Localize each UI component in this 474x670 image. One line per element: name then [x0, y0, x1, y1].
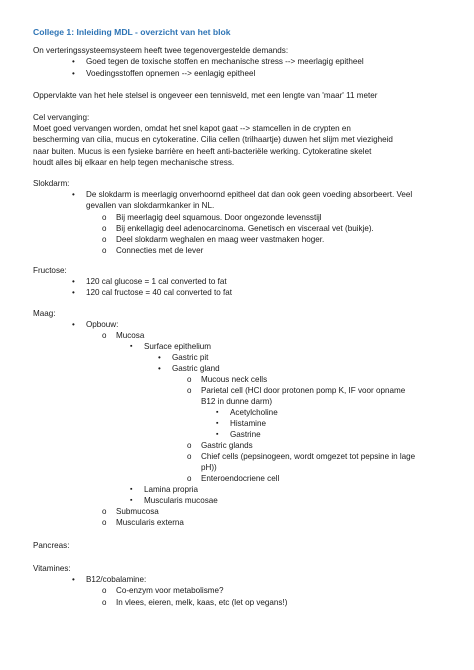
- surface-paragraph: Oppervlakte van het hele stelsel is ongeveer een tennisveld, met een lengte van 'maar' 11 meter: [33, 91, 378, 100]
- bullet-square: ▪: [130, 486, 133, 493]
- list-item: Chief cells (pepsinogeen, wordt omgezet tot pepsine in lage: [201, 452, 416, 461]
- bullet-circle: o: [102, 246, 107, 255]
- list-item: Bij meerlagig deel squamous. Door ongezonde levensstijl: [116, 213, 322, 222]
- section-heading: Vitamines:: [33, 564, 71, 573]
- bullet-circle: o: [102, 235, 107, 244]
- list-item: Submucosa: [116, 507, 159, 516]
- list-item: Gastric glands: [201, 441, 253, 450]
- list-item: B12/cobalamine:: [86, 575, 147, 584]
- bullet-disc: •: [72, 277, 75, 286]
- list-item: Histamine: [230, 419, 266, 428]
- bullet-circle: o: [102, 331, 107, 340]
- list-item: Lamina propria: [144, 485, 198, 494]
- list-item: Co-enzym voor metabolisme?: [116, 586, 224, 595]
- section-heading: Fructose:: [33, 266, 67, 275]
- list-item: Voedingsstoffen opnemen --> eenlagig epitheel: [86, 69, 256, 78]
- bullet-circle: o: [187, 441, 192, 450]
- paragraph-line: bescherming van cilia, mucus en cytokeratine. Cilia cellen (trilhaartje) duwen het slijm met viezigheid: [33, 135, 393, 144]
- paragraph-line: houdt alles bij elkaar en help tegen mechanische stress.: [33, 158, 235, 167]
- list-item: Goed tegen de toxische stoffen en mechanische stress --> meerlagig epitheel: [86, 57, 364, 66]
- list-item: Mucous neck cells: [201, 375, 268, 384]
- list-item: Parietal cell (HCl door protonen pomp K, IF voor opname: [201, 386, 406, 395]
- section-heading: Pancreas:: [33, 541, 70, 550]
- list-item: Acetylcholine: [230, 408, 278, 417]
- bullet-disc: •: [72, 320, 75, 329]
- list-item-continuation: pH)): [201, 463, 217, 472]
- list-item: Gastric gland: [172, 364, 220, 373]
- bullet-circle: o: [102, 518, 107, 527]
- list-item: Enteroendocriene cell: [201, 474, 280, 483]
- list-item: De slokdarm is meerlagig onverhoornd epitheel dat dan ook geen voeding absorbeert. Veel: [86, 190, 413, 199]
- bullet-circle: o: [187, 386, 192, 395]
- list-item-continuation: gevallen van slokdarmkanker in NL.: [86, 201, 215, 210]
- bullet-circle: o: [187, 452, 192, 461]
- intro-paragraph: On verteringssysteemsysteem heeft twee tegenovergestelde demands:: [33, 46, 289, 55]
- list-item: Opbouw:: [86, 320, 119, 329]
- bullet-disc: •: [72, 575, 75, 584]
- list-item: Muscularis externa: [116, 518, 184, 527]
- bullet-disc: •: [72, 69, 75, 78]
- list-item: Bij enkellagig deel adenocarcinoma. Genetisch en visceraal vet (buikje).: [116, 224, 374, 233]
- bullet-disc: •: [158, 364, 161, 373]
- list-item: Connecties met de lever: [116, 246, 204, 255]
- list-item: Surface epithelium: [144, 342, 212, 351]
- bullet-square: ▪: [216, 420, 219, 427]
- paragraph-line: Moet goed vervangen worden, omdat het snel kapot gaat --> stamcellen in de crypten en: [33, 124, 351, 133]
- list-item: Gastric pit: [172, 353, 209, 362]
- bullet-circle: o: [102, 213, 107, 222]
- bullet-square: ▪: [216, 431, 219, 438]
- list-item-continuation: B12 in dunne darm): [201, 397, 273, 406]
- list-item: In vlees, eieren, melk, kaas, etc (let op vegans!): [116, 598, 288, 607]
- bullet-circle: o: [187, 474, 192, 483]
- list-item: Muscularis mucosae: [144, 496, 218, 505]
- list-item: Mucosa: [116, 331, 145, 340]
- list-item: Deel slokdarm weghalen en maag weer vastmaken hoger.: [116, 235, 325, 244]
- section-heading: Cel vervanging:: [33, 113, 90, 122]
- bullet-disc: •: [72, 57, 75, 66]
- bullet-circle: o: [102, 507, 107, 516]
- bullet-square: ▪: [130, 497, 133, 504]
- list-item: Gastrine: [230, 430, 261, 439]
- list-item: 120 cal glucose = 1 cal converted to fat: [86, 277, 227, 286]
- bullet-square: ▪: [216, 409, 219, 416]
- bullet-disc: •: [158, 353, 161, 362]
- paragraph-line: naar buiten. Mucus is een fysieke barrière en heeft anti-bacteriële werking. Cytokeratine skelet: [33, 147, 372, 156]
- list-item: 120 cal fructose = 40 cal converted to fat: [86, 288, 232, 297]
- bullet-circle: o: [187, 375, 192, 384]
- bullet-circle: o: [102, 598, 107, 607]
- bullet-circle: o: [102, 224, 107, 233]
- page-title: College 1: Inleiding MDL - overzicht van het blok: [33, 27, 231, 37]
- bullet-circle: o: [102, 586, 107, 595]
- section-heading: Maag:: [33, 309, 56, 318]
- bullet-square: ▪: [130, 343, 133, 350]
- bullet-disc: •: [72, 288, 75, 297]
- bullet-disc: •: [72, 190, 75, 199]
- section-heading: Slokdarm:: [33, 179, 70, 188]
